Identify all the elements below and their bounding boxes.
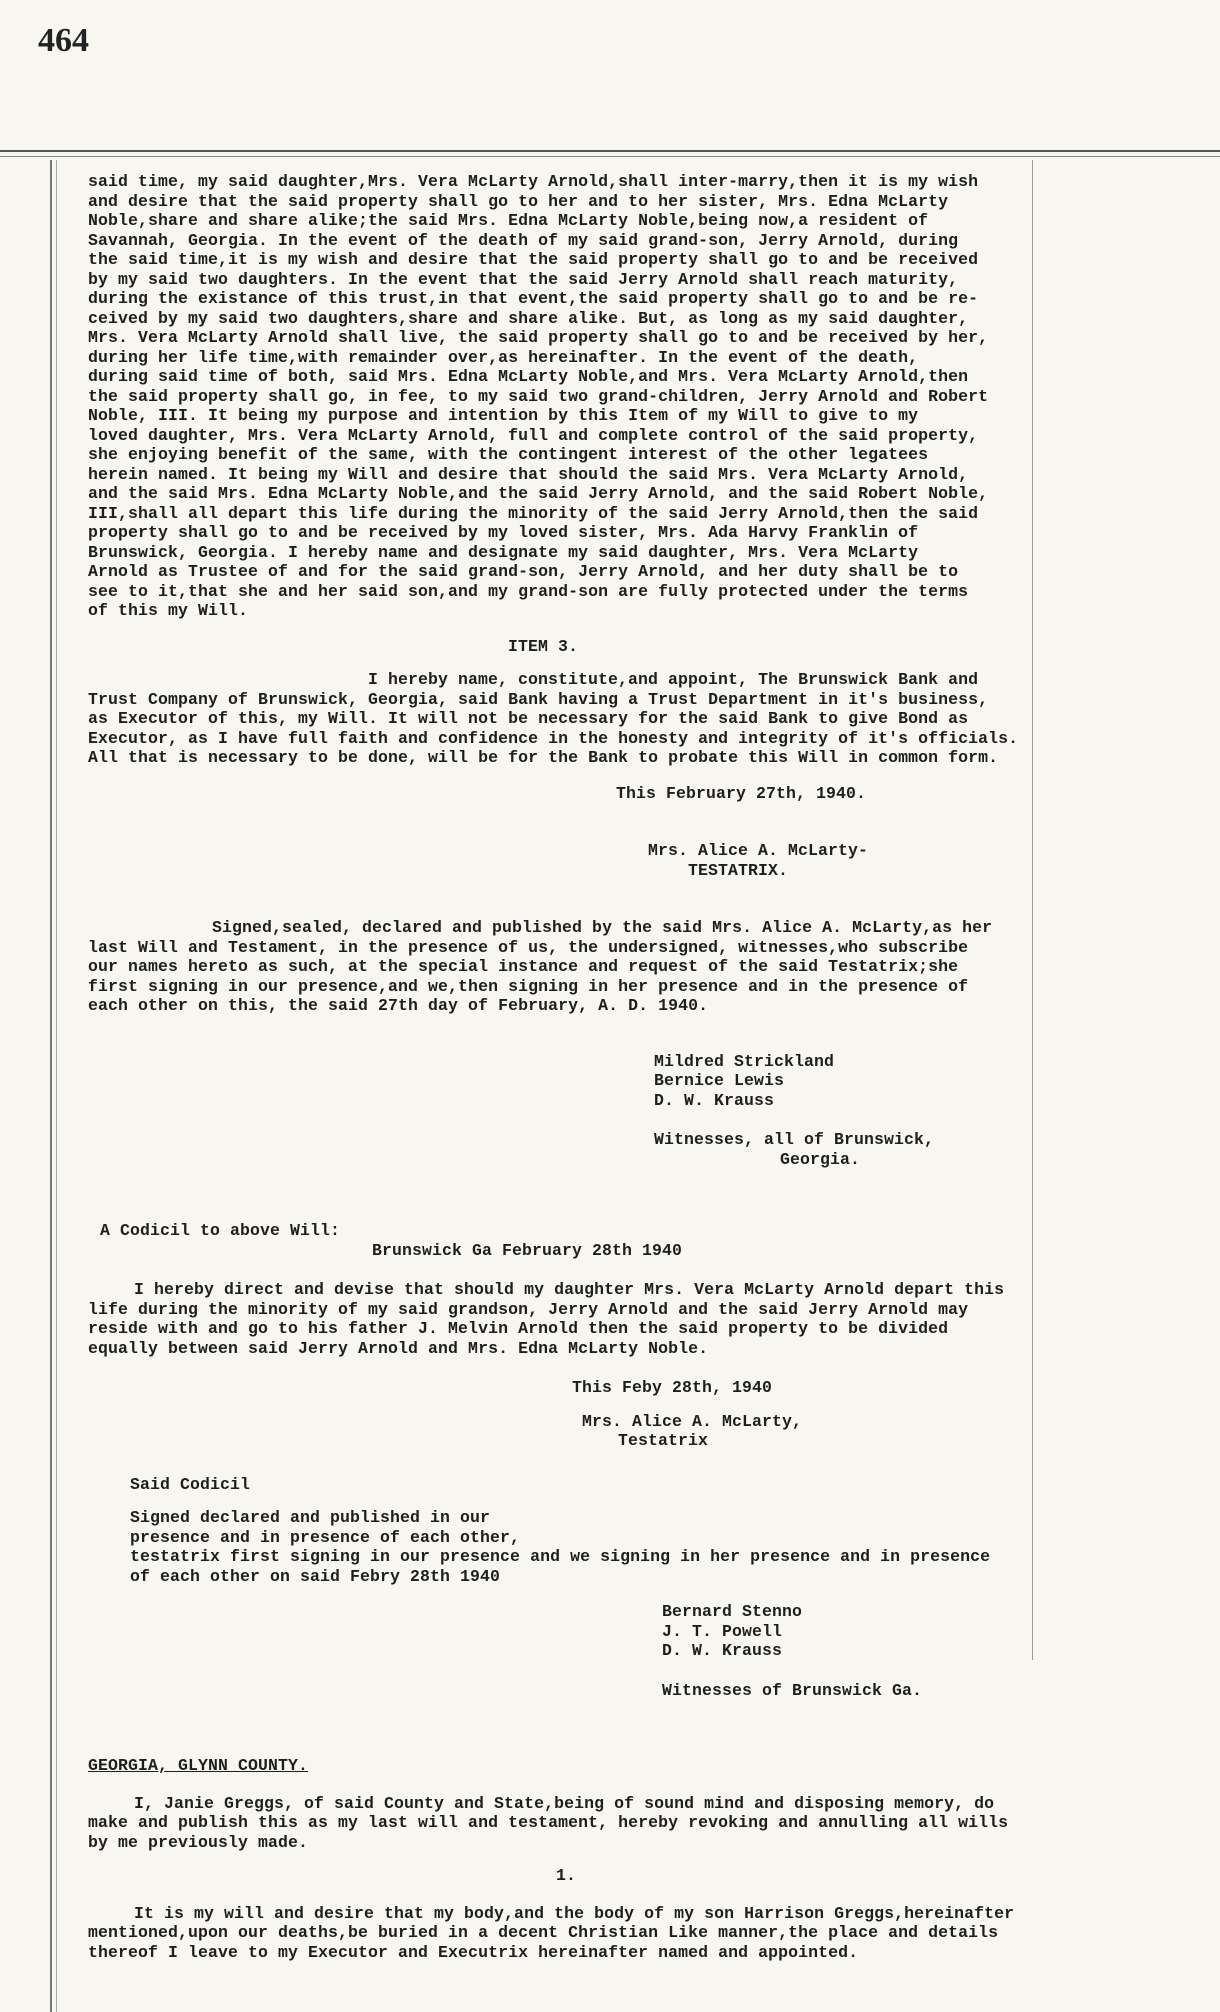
will-date: This February 27th, 1940. <box>616 783 867 803</box>
text-line: the said time,it is my wish and desire that the said property shall go to and be received <box>88 250 979 269</box>
text-line: All that is necessary to be done, will be for the Bank to probate this Will in common form. <box>88 748 999 767</box>
codicil-place-date: Brunswick Ga February 28th 1940 <box>372 1240 683 1260</box>
text-line: property shall go to and be received by my loved sister, Mrs. Ada Harvy Franklin of <box>88 523 919 542</box>
text-line: Executor, as I have full faith and confidence in the honesty and integrity of it's officials. <box>88 728 1019 748</box>
text-line: and the said Mrs. Edna McLarty Noble,and the said Jerry Arnold, and the said Robert Noble, <box>88 484 989 503</box>
text-line: I hereby direct and devise that should my daughter Mrs. Vera McLarty Arnold depart this <box>134 1280 1005 1299</box>
witnesses-note: Witnesses, all of Brunswick, <box>654 1130 935 1149</box>
text-line: she enjoying benefit of the same, with the contingent interest of the other legatees <box>88 445 929 464</box>
text-line: as Executor of this, my Will. It will not be necessary for the said Bank to give Bond as <box>88 709 969 728</box>
testatrix-name: Mrs. Alice A. McLarty- <box>648 841 869 860</box>
document-body <box>88 172 1168 1962</box>
text-line: ceived by my said two daughters,share and share alike. But, as long as my said daughter, <box>88 308 969 328</box>
item-3-body <box>88 670 1168 768</box>
testatrix-title: TESTATRIX. <box>688 860 789 880</box>
text-line: last Will and Testament, in the presence of us, the undersigned, witnesses,who subscribe <box>88 937 969 957</box>
witness-name: Mildred Strickland <box>654 1051 835 1071</box>
text-line: reside with and go to his father J. Melvin Arnold then the said property to be divided <box>88 1319 949 1338</box>
text-line: by my said two daughters. In the event that the said Jerry Arnold shall reach maturity, <box>88 269 959 289</box>
text-line: herein named. It being my Will and desire that should the said Mrs. Vera McLarty Arnold, <box>88 464 969 484</box>
text-line: presence and in presence of each other, <box>130 1527 521 1547</box>
witness-name: D. W. Krauss <box>654 1090 775 1110</box>
said-codicil-label: Said Codicil <box>130 1474 251 1494</box>
text-line: equally between said Jerry Arnold and Mrs. Edna McLarty Noble. <box>88 1338 709 1358</box>
text-line: mentioned,upon our deaths,be buried in a decent Christian Like manner,the place and details <box>88 1923 999 1942</box>
text-line: said time, my said daughter,Mrs. Vera McLarty Arnold,shall inter-marry,then it is my wish <box>88 172 979 191</box>
text-line: III,shall all depart this life during the minority of the said Jerry Arnold,then the said <box>88 503 979 523</box>
codicil-heading: A Codicil to above Will: <box>100 1221 341 1240</box>
new-will-intro <box>88 1794 1168 1853</box>
text-line: during said time of both, said Mrs. Edna McLarty Noble,and Mrs. Vera McLarty Arnold,then <box>88 367 969 386</box>
text-line: first signing in our presence,and we,then signing in her presence and in the presence of <box>88 976 969 996</box>
codicil-date: This Feby 28th, 1940 <box>572 1378 773 1397</box>
codicil-witnesses-note: Witnesses of Brunswick Ga. <box>662 1680 923 1700</box>
witness-name: J. T. Powell <box>662 1621 783 1641</box>
text-line: Mrs. Vera McLarty Arnold shall live, the said property shall go to and be received by her, <box>88 328 989 347</box>
codicil-testatrix-name: Mrs. Alice A. McLarty, <box>582 1411 803 1431</box>
codicil-testatrix-title: Testatrix <box>618 1431 709 1450</box>
text-line: during her life time,with remainder over,as hereinafter. In the event of the death, <box>88 347 919 367</box>
left-margin-line <box>50 160 52 2012</box>
text-line: Noble,share and share alike;the said Mrs. Edna McLarty Noble,being now,a resident of <box>88 211 929 230</box>
witnesses-note-location: Georgia. <box>780 1149 861 1169</box>
section-1-body <box>88 1904 1168 1963</box>
text-line: Arnold as Trustee of and for the said grand-son, Jerry Arnold, and her duty shall be to <box>88 562 959 581</box>
section-number: 1. <box>556 1866 577 1885</box>
georgia-heading: GEORGIA, GLYNN COUNTY. <box>88 1756 309 1775</box>
text-line: testatrix first signing in our presence and we signing in her presence and in presence <box>130 1547 991 1566</box>
top-rule-secondary <box>0 156 1220 157</box>
witness-name: Bernard Stenno <box>662 1602 803 1621</box>
text-line: Noble, III. It being my purpose and intention by this Item of my Will to give to my <box>88 406 919 425</box>
text-line: Trust Company of Brunswick, Georgia, said Bank having a Trust Department in it's business, <box>88 689 989 709</box>
text-line: of each other on said Febry 28th 1940 <box>130 1566 501 1586</box>
text-line: and desire that the said property shall go to her and to her sister, Mrs. Edna McLarty <box>88 191 949 211</box>
text-line: by me previously made. <box>88 1832 309 1852</box>
witness-list <box>88 1052 1168 1111</box>
attestation-clause <box>88 918 1168 1016</box>
text-line: make and publish this as my last will and testament, hereby revoking and annulling all wills <box>88 1813 1009 1832</box>
text-line: life during the minority of my said grandson, Jerry Arnold and the said Jerry Arnold may <box>88 1299 969 1319</box>
witness-name: D. W. Krauss <box>662 1641 783 1660</box>
text-line: It is my will and desire that my body,and the body of my son Harrison Greggs,hereinafter <box>134 1903 1015 1923</box>
text-line: see to it,that she and her said son,and my grand-son are fully protected under the terms <box>88 581 969 601</box>
text-line: during the existance of this trust,in that event,the said property shall go to and be re- <box>88 289 979 308</box>
text-line: our names hereto as such, at the special instance and request of the said Testatrix;she <box>88 957 959 976</box>
text-line: Signed declared and published in our <box>130 1508 491 1527</box>
text-line: Savannah, Georgia. In the event of the death of my said grand-son, Jerry Arnold, during <box>88 230 959 250</box>
top-rule <box>0 150 1220 152</box>
left-margin-line-secondary <box>56 160 57 2012</box>
item-continued <box>88 172 1168 621</box>
text-line: Signed,sealed, declared and published by the said Mrs. Alice A. McLarty,as her <box>212 918 993 937</box>
text-line: loved daughter, Mrs. Vera McLarty Arnold, full and complete control of the said property, <box>88 425 979 445</box>
witness-name: Bernice Lewis <box>654 1071 785 1090</box>
codicil-attestation <box>88 1508 1168 1586</box>
text-line: I hereby name, constitute,and appoint, The Brunswick Bank and <box>368 670 979 689</box>
text-line: the said property shall go, in fee, to my said two grand-children, Jerry Arnold and Robert <box>88 386 989 406</box>
item-3-heading: ITEM 3. <box>508 636 579 656</box>
text-line: of this my Will. <box>88 601 249 620</box>
text-line: thereof I leave to my Executor and Executrix hereinafter named and appointed. <box>88 1942 859 1962</box>
page-number: 464 <box>38 22 89 59</box>
text-line: I, Janie Greggs, of said County and State,being of sound mind and disposing memory, do <box>134 1793 995 1813</box>
text-line: each other on this, the said 27th day of February, A. D. 1940. <box>88 996 709 1015</box>
text-line: Brunswick, Georgia. I hereby name and designate my said daughter, Mrs. Vera McLarty <box>88 542 919 562</box>
codicil-witness-list <box>88 1602 1168 1661</box>
codicil-body <box>88 1280 1168 1358</box>
